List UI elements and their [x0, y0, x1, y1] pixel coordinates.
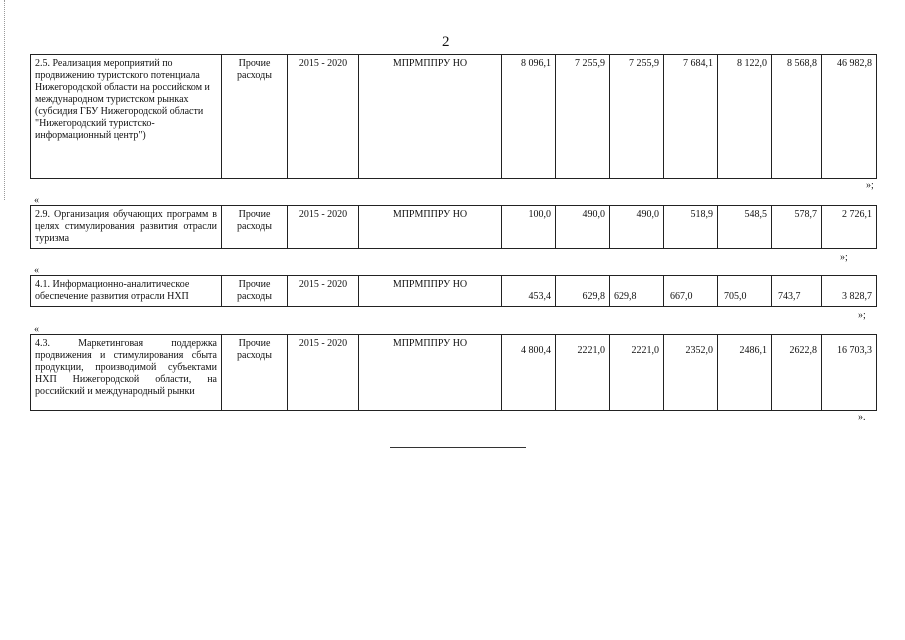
expense-type: Прочие расходы — [222, 335, 288, 411]
open-quote: « — [34, 265, 39, 276]
value-cell: 2221,0 — [610, 335, 664, 411]
executor: МПРМППРУ НО — [359, 206, 502, 249]
value-cell: 8 122,0 — [718, 55, 772, 179]
table-row-4-3 — [30, 334, 877, 411]
table-row-2-5 — [30, 54, 877, 179]
value-cell: 629,8 — [610, 276, 664, 307]
executor: МПРМППРУ НО — [359, 335, 502, 411]
value-cell: 453,4 — [502, 276, 556, 307]
executor: МПРМППРУ НО — [359, 276, 502, 307]
close-quote: »; — [866, 180, 874, 191]
expense-type: Прочие расходы — [222, 206, 288, 249]
measure-name: 4.3. Маркетинговая поддержка продвижения и стимулирования сбыта продукции, производимой субъектами НХП Нижегородской области, на российский и международный рынки — [31, 335, 222, 411]
value-cell: 667,0 — [664, 276, 718, 307]
value-cell: 7 255,9 — [556, 55, 610, 179]
close-quote: ». — [858, 412, 866, 423]
value-cell: 100,0 — [502, 206, 556, 249]
value-cell: 2352,0 — [664, 335, 718, 411]
open-quote: « — [34, 195, 39, 206]
close-quote: »; — [840, 252, 848, 263]
period: 2015 - 2020 — [288, 335, 359, 411]
value-cell: 705,0 — [718, 276, 772, 307]
expense-type: Прочие расходы — [222, 276, 288, 307]
measure-name: 4.1. Информационно-аналитическое обеспечение развития отрасли НХП — [31, 276, 222, 307]
period: 2015 - 2020 — [288, 206, 359, 249]
value-cell: 490,0 — [556, 206, 610, 249]
total-cell: 3 828,7 — [822, 276, 877, 307]
open-quote: « — [34, 324, 39, 335]
scan-margin-line — [4, 0, 5, 200]
value-cell: 8 568,8 — [772, 55, 822, 179]
measure-name: 2.5. Реализация мероприятий по продвижению туристского потенциала Нижегородской области на российском и международном туристском рынках (субсидия ГБУ Нижегородской области "Нижегородский туристско-информационный центр") — [31, 55, 222, 179]
value-cell: 518,9 — [664, 206, 718, 249]
period: 2015 - 2020 — [288, 276, 359, 307]
footer-divider — [390, 447, 526, 448]
value-cell: 4 800,4 — [502, 335, 556, 411]
value-cell: 490,0 — [610, 206, 664, 249]
total-cell: 46 982,8 — [822, 55, 877, 179]
value-cell: 8 096,1 — [502, 55, 556, 179]
total-cell: 16 703,3 — [822, 335, 877, 411]
table-row-4-1 — [30, 275, 877, 307]
expense-type: Прочие расходы — [222, 55, 288, 179]
table-row-2-9 — [30, 205, 877, 249]
value-cell: 2486,1 — [718, 335, 772, 411]
value-cell: 578,7 — [772, 206, 822, 249]
value-cell: 743,7 — [772, 276, 822, 307]
close-quote: »; — [858, 310, 866, 321]
value-cell: 629,8 — [556, 276, 610, 307]
measure-name: 2.9. Организация обучающих программ в целях стимулирования развития отрасли туризма — [31, 206, 222, 249]
value-cell: 548,5 — [718, 206, 772, 249]
value-cell: 2221,0 — [556, 335, 610, 411]
executor: МПРМППРУ НО — [359, 55, 502, 179]
value-cell: 7 255,9 — [610, 55, 664, 179]
total-cell: 2 726,1 — [822, 206, 877, 249]
value-cell: 7 684,1 — [664, 55, 718, 179]
period: 2015 - 2020 — [288, 55, 359, 179]
value-cell: 2622,8 — [772, 335, 822, 411]
page-number: 2 — [442, 34, 450, 50]
